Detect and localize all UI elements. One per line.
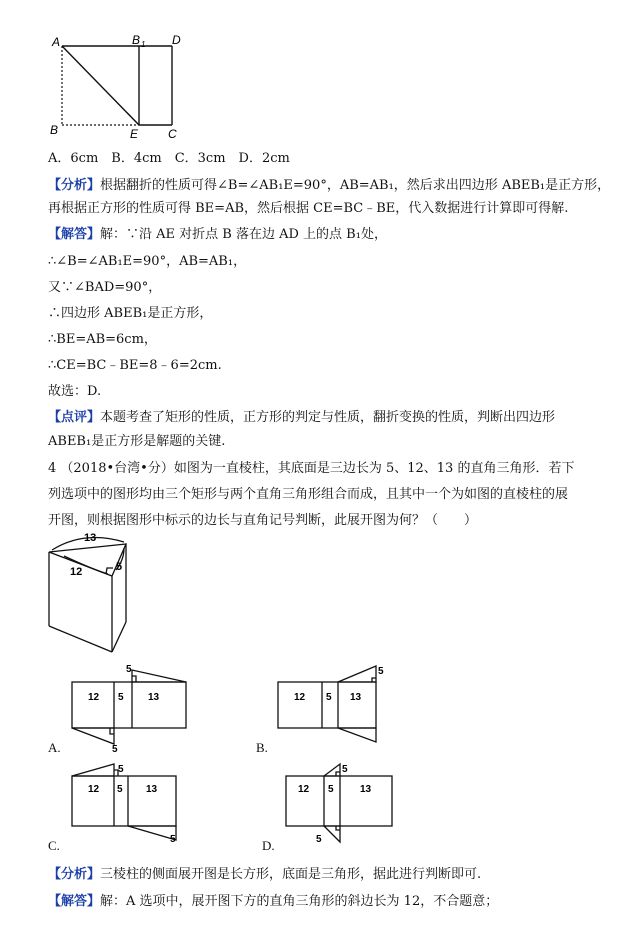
option-d-label: D.: [262, 838, 275, 853]
analysis-text-1: 根据翻折的性质可得∠B=∠AB₁E=90°，AB=AB₁，然后求出四边形 ABEB₁是正方形，: [100, 178, 611, 193]
net-b-5-top: 5: [378, 666, 384, 677]
q4-answer-tag: 【解答】: [48, 894, 101, 909]
q4-stem-line2: 列选项中的图形均由三个矩形与两个直角三角形组合而成，且其中一个为如图的直棱柱的展: [48, 487, 569, 502]
q3-step-3: ∴四边形 ABEB₁是正方形，: [48, 306, 213, 321]
net-c-12: 12: [88, 784, 100, 795]
label-D: D: [172, 33, 181, 47]
analysis-tag: 【分析】: [48, 178, 101, 193]
q4-analysis-text: 三棱柱的侧面展开图是长方形，底面是三角形，据此进行判断即可.: [100, 867, 482, 882]
q3-options: A．6cm B．4cm C．3cm D．2cm: [48, 151, 290, 166]
net-a-12: 12: [88, 692, 100, 703]
q3-step-5: ∴CE=BC﹣BE=8﹣6=2cm.: [48, 358, 222, 373]
q3-step-2: 又∵∠BAD=90°，: [48, 280, 162, 295]
q4-stem-line3: 开图，则根据图形中标示的边长与直角记号判断，此展开图为何？（ ）: [48, 513, 478, 528]
option-a-label: A.: [48, 740, 61, 755]
net-d-5-mid: 5: [328, 784, 334, 795]
q3-answer-line: [48, 226, 387, 244]
q3-step-4: ∴BE=AB=6cm，: [48, 332, 157, 347]
net-b-12: 12: [294, 692, 306, 703]
net-d-5-top: 5: [342, 764, 348, 775]
net-option-b: [272, 660, 412, 752]
net-option-d: [280, 762, 420, 848]
net-a-5-bottom: 5: [112, 744, 118, 752]
prism-figure: [44, 530, 144, 656]
net-d-12: 12: [298, 784, 310, 795]
label-B: B: [50, 123, 59, 137]
q3-analysis-line1: [48, 177, 610, 195]
option-c-label: C.: [48, 838, 60, 853]
net-c-5-top: 5: [118, 764, 124, 775]
net-c-5-mid: 5: [117, 784, 123, 795]
net-b-5-mid: 5: [326, 692, 332, 703]
net-option-c: [66, 762, 196, 844]
prism-label-5: 5: [116, 561, 123, 573]
net-d-13: 13: [360, 784, 372, 795]
option-b-label: B.: [256, 740, 268, 755]
q3-analysis-line2: 再根据正方形的性质可得 BE=AB，然后根据 CE=BC﹣BE，代入数据进行计算即可得解.: [48, 201, 569, 216]
comment-text-1: 本题考查了矩形的性质，正方形的判定与性质，翻折变换的性质，判断出四边形: [100, 410, 556, 425]
label-C: C: [168, 127, 177, 141]
q4-stem-line1: 4 （2018•台湾•分）如图为一直棱柱，其底面是三边长为 5、12、13 的直角三角形．若下: [48, 461, 575, 476]
answer-text-1: 解：∵沿 AE 对折点 B 落在边 AD 上的点 B₁处，: [100, 227, 387, 242]
net-option-a: [66, 660, 226, 752]
q3-comment-line2: ABEB₁是正方形是解题的关键.: [48, 434, 226, 449]
q4-analysis-tag: 【分析】: [48, 867, 101, 882]
net-c-5-bottom: 5: [170, 834, 176, 844]
net-a-13: 13: [148, 692, 160, 703]
q3-comment-line1: [48, 409, 555, 427]
label-B1: B: [132, 33, 141, 47]
answer-tag: 【解答】: [48, 227, 101, 242]
net-a-5-mid: 5: [118, 692, 124, 703]
q4-answer-line: [48, 893, 498, 911]
net-c-13: 13: [146, 784, 158, 795]
label-B1-sub: 1: [141, 40, 146, 49]
label-A: A: [52, 35, 61, 49]
prism-label-12: 12: [70, 566, 83, 578]
comment-tag: 【点评】: [48, 410, 101, 425]
fold-diagram: [44, 30, 194, 145]
label-E: E: [130, 127, 139, 141]
q3-choice: 故选：D.: [48, 384, 102, 399]
net-b-13: 13: [350, 692, 362, 703]
prism-label-13: 13: [84, 532, 97, 544]
q4-analysis-line: [48, 866, 481, 884]
net-a-5-top: 5: [126, 664, 132, 675]
q3-step-1: ∴∠B=∠AB₁E=90°，AB=AB₁，: [48, 254, 247, 269]
q4-answer-text: 解：A 选项中，展开图下方的直角三角形的斜边长为 12，不合题意；: [100, 894, 499, 909]
net-d-5-bottom: 5: [316, 834, 322, 845]
